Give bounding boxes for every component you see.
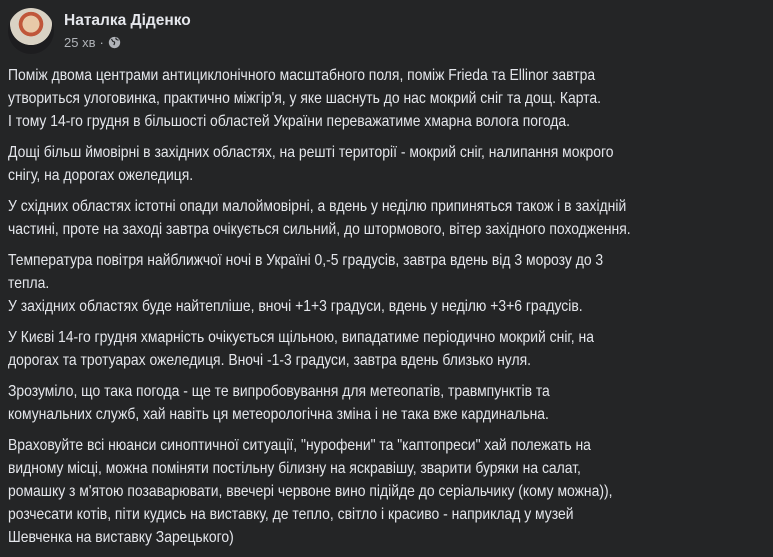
text-line: комунальних служб, хай навіть ця метеорологічна зміна і не така вже кардинальна. (8, 406, 549, 423)
text-line: снігу, на дорогах ожеледиця. (8, 167, 194, 184)
text-line: частині, проте на заході завтра очікується сильний, до штормового, вітер західного походження. (8, 221, 631, 238)
text-line: ромашку з м'ятою позаварювати, ввечері червоне вино підійде до серіальчику (кому можна)), (8, 483, 613, 500)
text-line: У східних областях істотні опади малоймовірні, а вдень у неділю припиняться також і в західній (8, 198, 627, 215)
text-line: У Києві 14-го грудня хмарність очікується щільною, випадатиме періодично мокрий сніг, на (8, 329, 594, 346)
text-line: Температура повітря найближчої ночі в Україні 0,-5 градусів, завтра вдень від 3 морозу до 3 (8, 252, 604, 269)
text-line: Враховуйте всі нюанси синоптичної ситуації, "нурофени" та "каптопреси" хай полежать на (8, 437, 591, 454)
post-subline (64, 35, 191, 50)
post-header (8, 8, 191, 54)
text-line: Шевченка на виставку Зарецького) (8, 529, 234, 546)
separator-dot: · (99, 35, 104, 50)
text-line: видному місці, можна поміняти постільну білизну на яскравішу, зварити буряки на салат, (8, 460, 581, 477)
text-line: Дощі більш ймовірні в західних областях, на решті території - мокрий сніг, налипання мокрого (8, 144, 614, 161)
text-line: Зрозуміло, що така погода - ще те випробовування для метеопатів, травмпунктів та (8, 383, 550, 400)
text-line: І тому 14-го грудня в більшості областей України переважатиме хмарна волога погода. (8, 113, 570, 130)
post-time[interactable]: 25 хв (64, 35, 96, 50)
paragraph (8, 249, 768, 318)
text-line: дорогах та тротуарах ожеледиця. Вночі -1-3 градуси, завтра вдень близько нуля. (8, 352, 531, 369)
paragraph (8, 195, 768, 241)
globe-icon[interactable] (108, 36, 121, 49)
text-line: Поміж двома центрами антициклонічного масштабного поля, поміж Frieda та Ellinor завтра (8, 67, 596, 84)
text-line: тепла. (8, 275, 50, 292)
post-body (8, 64, 768, 557)
text-line: У західних областях буде найтепліше, вночі +1+3 градуси, вдень у неділю +3+6 градусів. (8, 298, 583, 315)
paragraph (8, 326, 768, 372)
paragraph (8, 434, 768, 549)
paragraph (8, 141, 768, 187)
paragraph (8, 380, 768, 426)
post-meta (64, 12, 191, 50)
paragraph (8, 64, 768, 133)
author-avatar[interactable] (8, 8, 54, 54)
text-line: утвориться улоговинка, практично міжгір'я, у яке шаснуть до нас мокрий сніг та дощ. Карта. (8, 90, 601, 107)
author-name[interactable]: Наталка Діденко (64, 12, 191, 29)
text-line: розчесати котів, піти кудись на виставку, де тепло, світло і красиво - наприклад у музей (8, 506, 574, 523)
